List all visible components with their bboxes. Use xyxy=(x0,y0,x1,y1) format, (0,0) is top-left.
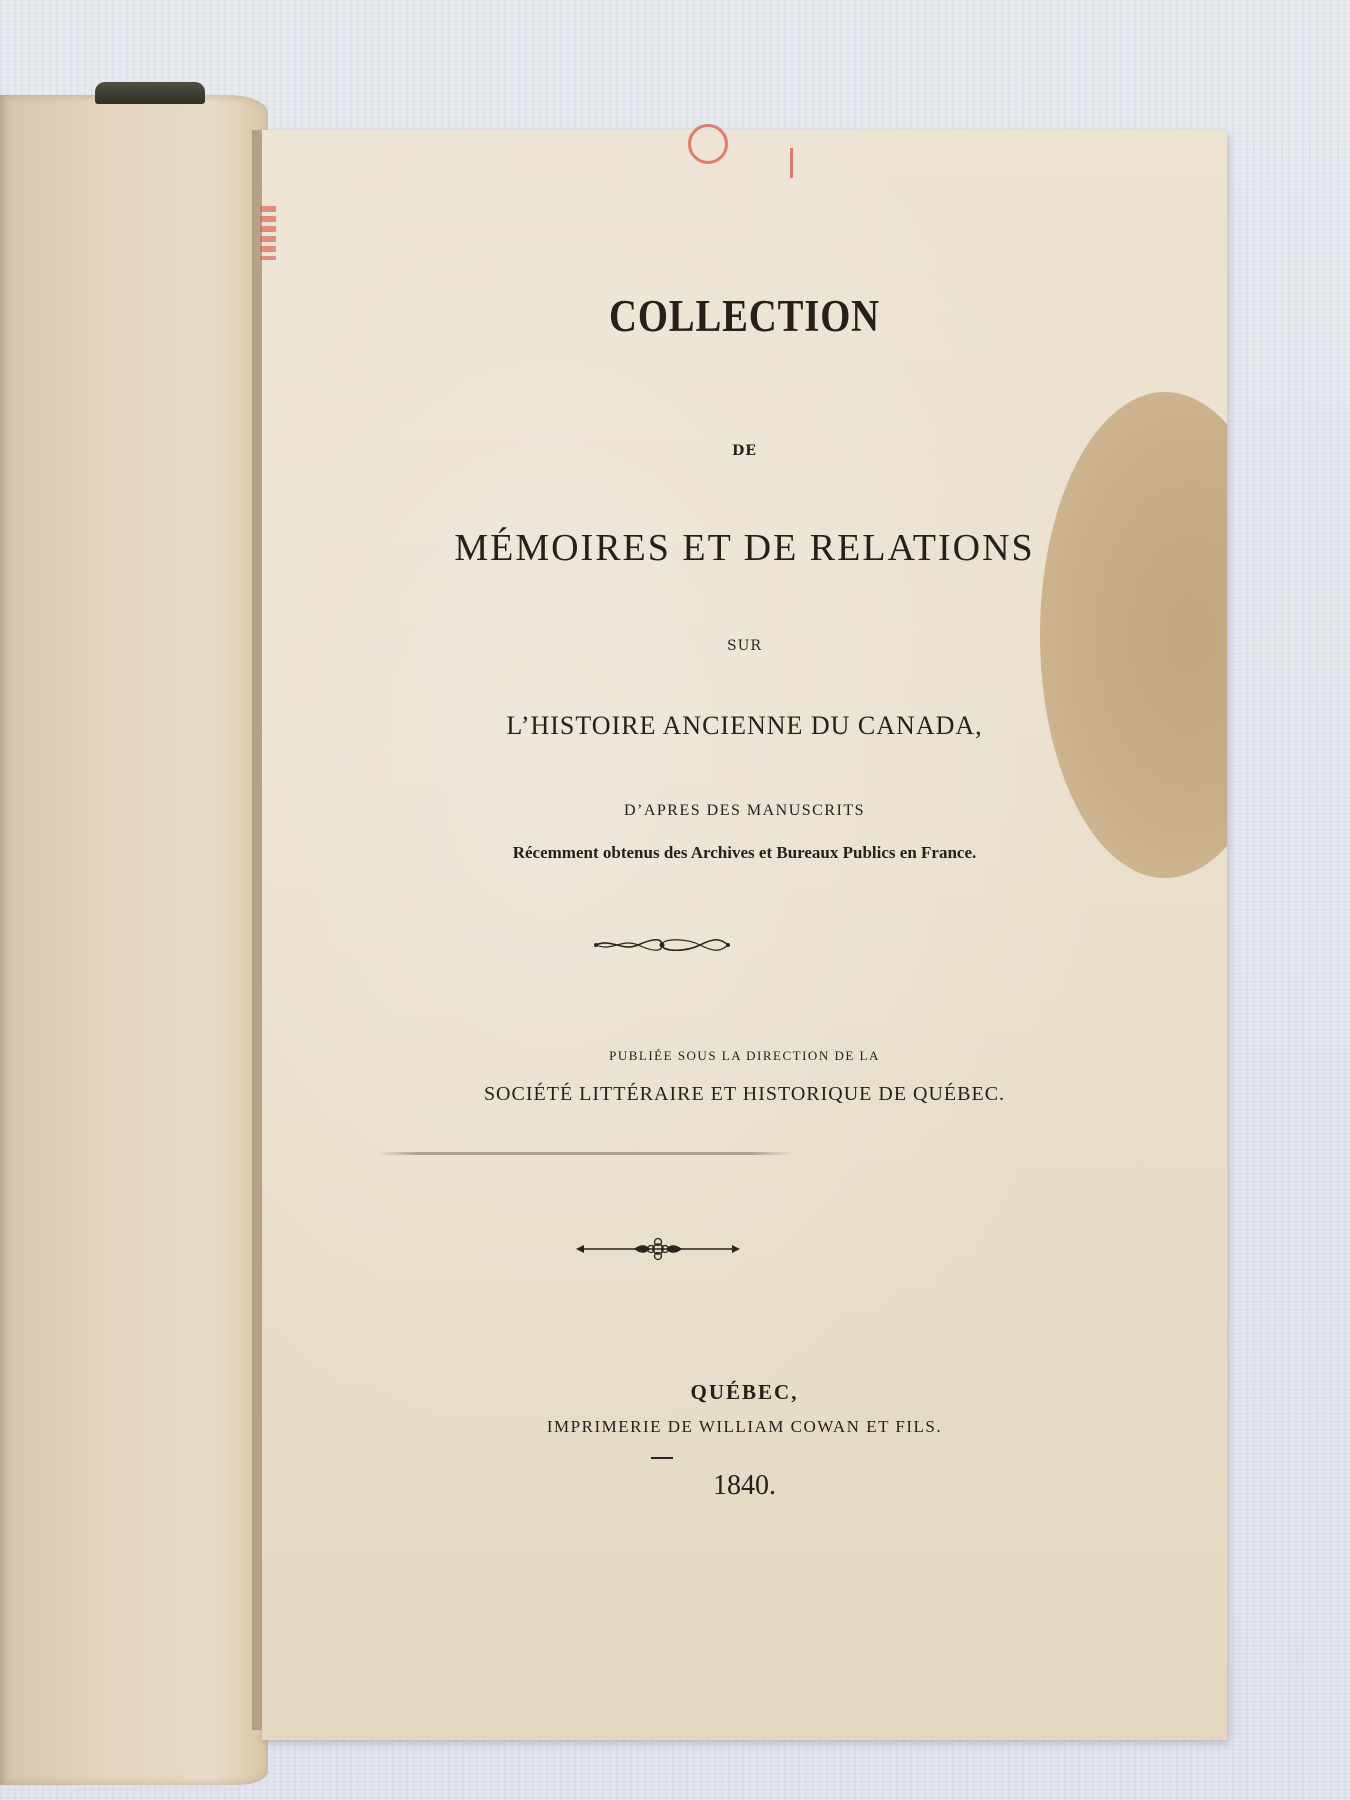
stamp-mark xyxy=(790,148,793,178)
title-page xyxy=(262,130,1227,1740)
title-sur: SUR xyxy=(727,638,762,654)
title-histoire: L’HISTOIRE ANCIENNE DU CANADA, xyxy=(506,711,983,740)
title-de: DE xyxy=(732,443,757,459)
title-collection: COLLECTION xyxy=(609,291,880,341)
imprint-city: QUÉBEC, xyxy=(690,1380,799,1404)
library-stamp-icon xyxy=(688,124,728,164)
publisher-societe: SOCIÉTÉ LITTÉRAIRE ET HISTORIQUE DE QUÉBEC. xyxy=(483,1083,1006,1105)
ornament-arrow-icon xyxy=(574,1236,742,1262)
subtitle-recemment: Récemment obtenus des Archives et Bureaux Publics en France. xyxy=(512,843,977,862)
left-page xyxy=(0,95,268,1785)
imprint-printer: IMPRIMERIE DE WILLIAM COWAN ET FILS. xyxy=(546,1417,943,1436)
title-memoires: MÉMOIRES ET DE RELATIONS xyxy=(454,527,1035,569)
subtitle-apres: D’APRES DES MANUSCRITS xyxy=(623,802,866,819)
imprint-dash xyxy=(651,1457,673,1459)
publisher-direction: PUBLIÉE SOUS LA DIRECTION DE LA xyxy=(609,1048,880,1063)
faded-rule xyxy=(377,1152,792,1155)
book-spine-top xyxy=(95,82,205,104)
ornament-scroll-icon xyxy=(592,936,732,954)
edge-stamp-mark xyxy=(260,206,276,260)
imprint-year: 1840. xyxy=(713,1470,776,1501)
